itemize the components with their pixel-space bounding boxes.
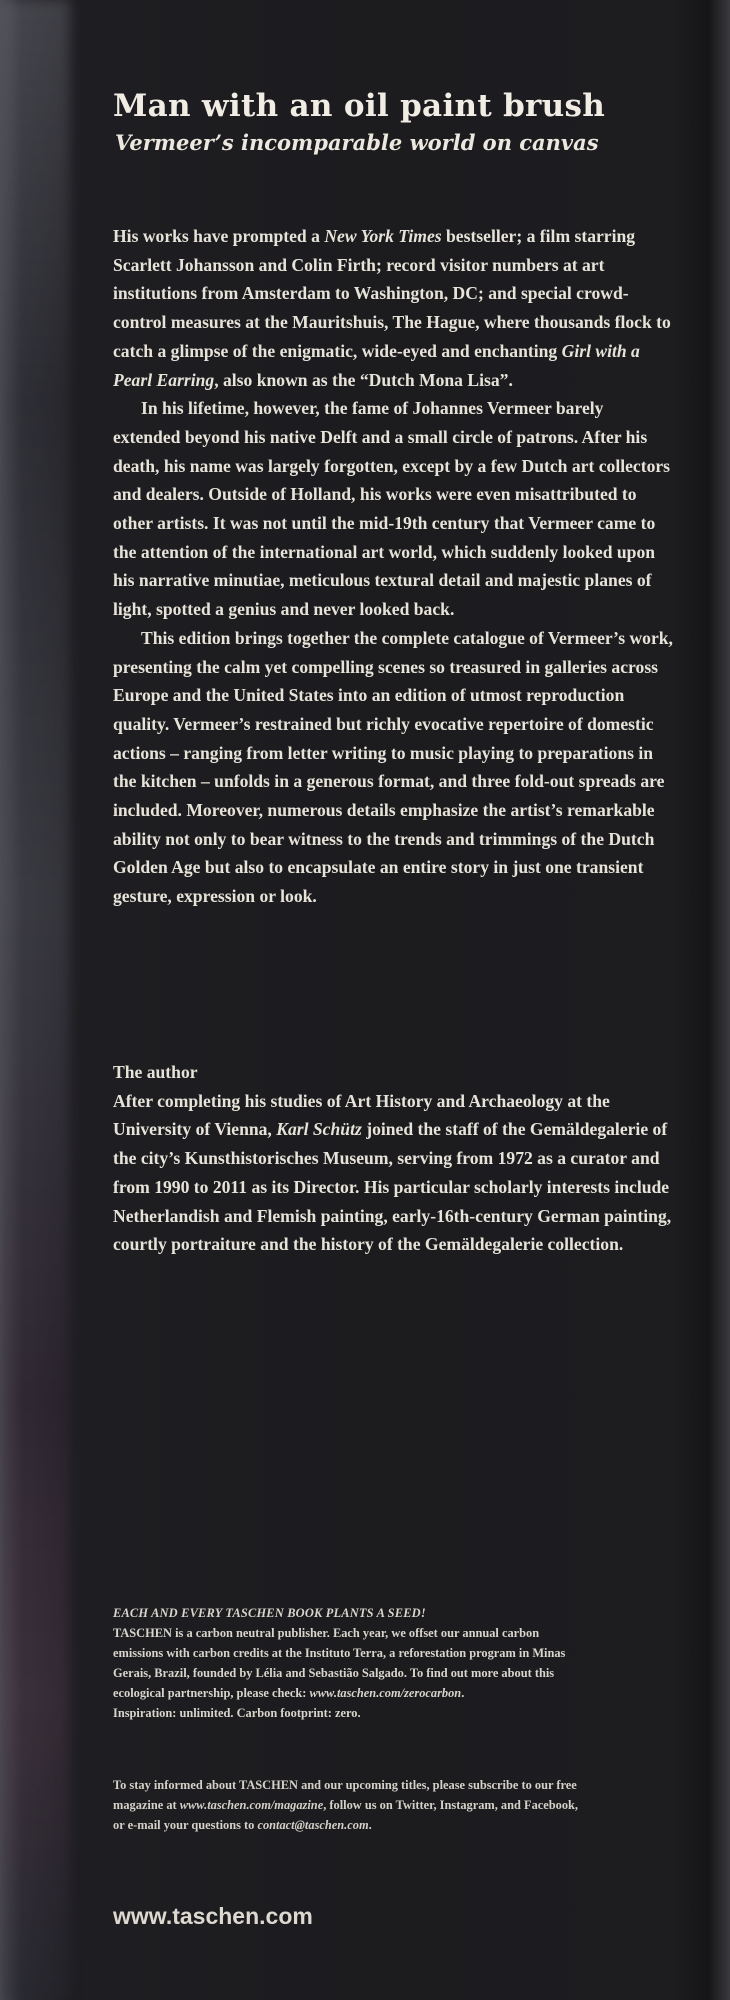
- eco-statement: [113, 1603, 583, 1723]
- newsletter-body: To stay informed about TASCHEN and our upcoming titles, please subscribe to our free magazine at: [113, 1778, 577, 1812]
- description-paragraph-1: [113, 222, 673, 394]
- newsletter-info: [113, 1775, 583, 1835]
- eco-tagline: Inspiration: unlimited. Carbon footprint: zero.: [113, 1706, 361, 1720]
- zerocarbon-link: www.taschen.com/zerocarbon: [309, 1686, 462, 1700]
- book-description: [113, 222, 673, 911]
- author-bio-text: After completing his studies of Art History and Archaeology at the University of Vienna,: [113, 1090, 610, 1140]
- eco-text: [113, 1623, 583, 1703]
- description-paragraph-2: In his lifetime, however, the fame of Johannes Vermeer barely extended beyond his native Delft and a small circle of patrons. After his death, his name was largely forgotten, except by a few Dutch art collectors and dealers. Outside of Holland, his works were even misattributed to other artists. It was not until the mid-19th century that Vermeer came to the attention of the international art world, which suddenly looked upon his narrative minutiae, meticulous textural detail and majestic planes of light, spotted a genius and never looked back.: [113, 398, 671, 620]
- eco-heading: EACH AND EVERY TASCHEN BOOK PLANTS A SEED!: [113, 1606, 426, 1620]
- newsletter-body: .: [368, 1818, 372, 1832]
- eco-body: TASCHEN is a carbon neutral publisher. Each year, we offset our annual carbon emissions with carbon credits at the Instituto Terra, a reforestation program in Minas Gerais, Brazil, founded by Lélia and Sebastião Salgado. To find out more about this ecological partnership, please check:: [113, 1626, 566, 1700]
- contact-email: contact@taschen.com: [257, 1818, 369, 1832]
- painting-title: Girl with a Pearl Earring: [113, 340, 640, 390]
- author-bio: [113, 1087, 673, 1259]
- newsletter-body: , follow us on Twitter, Instagram, and Facebook, or e-mail your questions to: [113, 1798, 579, 1832]
- description-text: His works have prompted a: [113, 226, 325, 246]
- magazine-link: www.taschen.com/magazine: [179, 1798, 324, 1812]
- description-paragraph-3: This edition brings together the complete catalogue of Vermeer’s work, presenting the calm yet compelling scenes so treasured in galleries across Europe and the United States into an edition of utmost reproduction quality. Vermeer’s restrained but richly evocative repertoire of domestic actions – ranging from letter writing to music playing to preparations in the kitchen – unfolds in a generous format, and three fold-out spreads are included. Moreover, numerous details emphasize the artist’s remarkable ability not only to bear witness to the trends and trimmings of the Dutch Golden Age but also to encapsulate an entire story in just one transient gesture, expression or look.: [113, 627, 673, 907]
- newsletter-text: [113, 1775, 583, 1835]
- book-subtitle: Vermeer’s incomparable world on canvas: [115, 130, 599, 155]
- nyt-mention: New York Times: [324, 226, 442, 246]
- book-title: Man with an oil paint brush: [113, 88, 606, 124]
- publisher-url: www.taschen.com: [113, 1903, 313, 1929]
- author-name: Karl Schütz: [276, 1119, 362, 1140]
- description-text: bestseller; a film starring Scarlett Johansson and Colin Firth; record visitor numbers at art institutions from Amsterdam to Washington, DC; and special crowd-control measures at the Mauritshuis, The Hague, where thousands flock to catch a glimpse of the enigmatic, wide-eyed and enchanting: [113, 226, 671, 361]
- eco-body: .: [461, 1686, 465, 1700]
- description-text: , also known as the “Dutch Mona Lisa”.: [214, 369, 513, 390]
- author-heading: The author: [113, 1062, 198, 1082]
- cover-edge-shading: [0, 0, 70, 2000]
- author-bio-text: joined the staff of the Gemäldegalerie of the city’s Kunsthistorisches Museum, serving from 1972 as a curator and from 1990 to 2011 as its Director. His particular scholarly interests include Netherlandish and Flemish painting, early-16th-century German painting, courtly portraiture and the history of the Gemäldegalerie collection.: [113, 1119, 672, 1255]
- author-section: [113, 1058, 673, 1259]
